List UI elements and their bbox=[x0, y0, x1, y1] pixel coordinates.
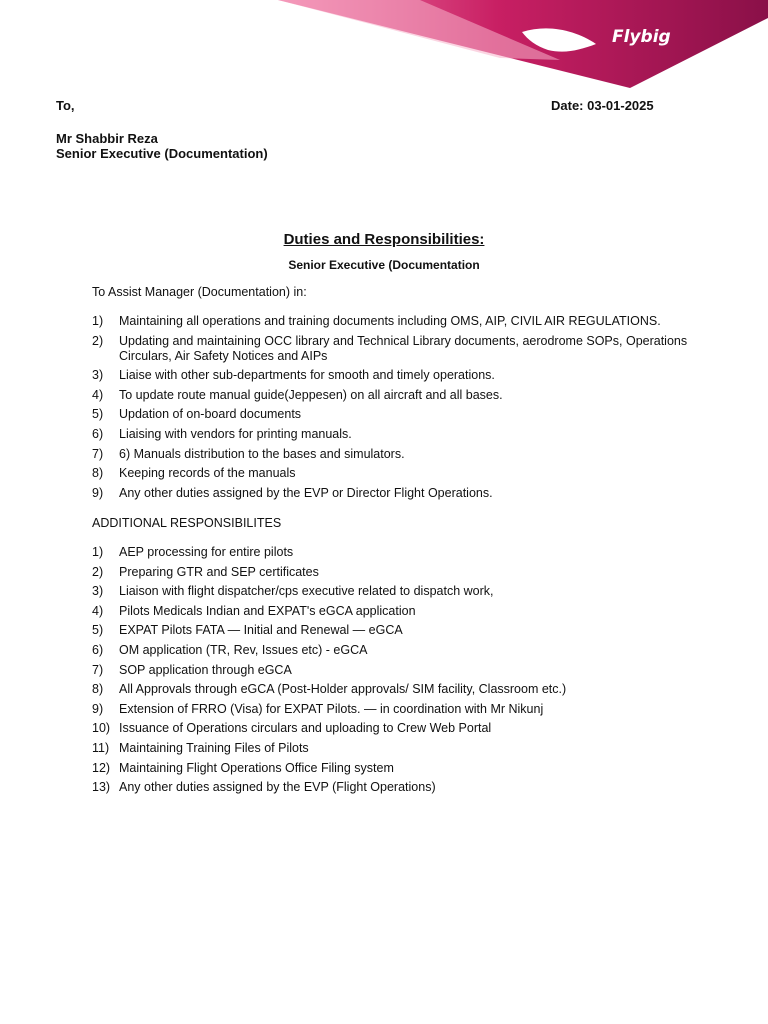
list-item-text: OM application (TR, Rev, Issues etc) - eGCA bbox=[119, 642, 368, 657]
list-item-number: 12) bbox=[92, 760, 111, 775]
list-item bbox=[92, 721, 719, 736]
list-item-text: Any other duties assigned by the EVP (Flight Operations) bbox=[119, 780, 436, 795]
list-item bbox=[92, 407, 719, 422]
brand-name: Flybig bbox=[612, 27, 671, 47]
list-item-text: AEP processing for entire pilots bbox=[119, 545, 294, 559]
list-item bbox=[92, 447, 719, 462]
list-item bbox=[92, 388, 719, 403]
list-item bbox=[92, 466, 719, 481]
list-item bbox=[92, 663, 719, 678]
list-item bbox=[92, 565, 719, 580]
list-item bbox=[92, 702, 719, 717]
list-item-number: 3) bbox=[92, 584, 104, 599]
list-item-number: 8) bbox=[92, 682, 104, 697]
list-item bbox=[92, 604, 719, 619]
list-item-number: 1) bbox=[92, 545, 104, 559]
list-item-number: 3) bbox=[92, 368, 104, 383]
recipient-title: Senior Executive (Documentation) bbox=[56, 146, 268, 161]
to-label: To, bbox=[56, 98, 75, 113]
list-item-text: Maintaining Flight Operations Office Filing system bbox=[119, 760, 394, 775]
list-item-number: 7) bbox=[92, 446, 104, 461]
list-item bbox=[92, 427, 719, 442]
list-item-text: 6) Manuals distribution to the bases and simulators. bbox=[119, 446, 405, 461]
list-item-number: 8) bbox=[92, 466, 104, 481]
list-item-text: Updating and maintaining OCC library and Technical Library documents, aerodrome SOPs, Operations Circulars, Air Safety Notices and AIPs bbox=[119, 333, 688, 363]
list-item bbox=[92, 314, 719, 329]
list-item-number: 1) bbox=[92, 314, 104, 328]
list-item-text: Pilots Medicals Indian and EXPAT's eGCA application bbox=[119, 603, 416, 618]
list-item bbox=[92, 643, 719, 658]
intro-text: To Assist Manager (Documentation) in: bbox=[92, 285, 307, 299]
list-item-text: Liaise with other sub-departments for smooth and timely operations. bbox=[119, 368, 495, 383]
list-item bbox=[92, 545, 719, 560]
list-item-text: Maintaining Training Files of Pilots bbox=[119, 740, 309, 755]
list-item-text: To update route manual guide(Jeppesen) on all aircraft and all bases. bbox=[119, 387, 503, 402]
list-item-text: All Approvals through eGCA (Post-Holder approvals/ SIM facility, Classroom etc.) bbox=[119, 682, 567, 697]
list-item bbox=[92, 741, 719, 756]
list-item-number: 9) bbox=[92, 701, 104, 716]
list-item-text: Liaising with vendors for printing manuals. bbox=[119, 426, 352, 441]
list-item-number: 2) bbox=[92, 333, 104, 348]
list-item-text: Extension of FRRO (Visa) for EXPAT Pilots. — in coordination with Mr Nikunj bbox=[119, 701, 544, 716]
list-item-number: 4) bbox=[92, 603, 104, 618]
list-item-text: Preparing GTR and SEP certificates bbox=[119, 564, 319, 579]
list-item-text: Issuance of Operations circulars and uploading to Crew Web Portal bbox=[119, 721, 492, 736]
list-item-number: 5) bbox=[92, 407, 104, 422]
recipient-name: Mr Shabbir Reza bbox=[56, 131, 158, 146]
list-item bbox=[92, 761, 719, 776]
header-banner bbox=[0, 0, 768, 95]
list-item-text: Updation of on-board documents bbox=[119, 407, 302, 422]
list-item-number: 7) bbox=[92, 662, 104, 677]
list-item-text: Maintaining all operations and training documents including OMS, AIP, CIVIL AIR REGULATIONS. bbox=[119, 314, 661, 328]
list-item-text: Liaison with flight dispatcher/cps executive related to dispatch work, bbox=[119, 584, 494, 599]
list-item bbox=[92, 623, 719, 638]
additional-heading: ADDITIONAL RESPONSIBILITES bbox=[92, 516, 282, 530]
document-title: Duties and Responsibilities: bbox=[283, 231, 485, 248]
list-item-number: 2) bbox=[92, 564, 104, 579]
list-item-text: Keeping records of the manuals bbox=[119, 466, 296, 481]
list-item-number: 10) bbox=[92, 721, 111, 736]
brand-banner-graphic bbox=[0, 0, 768, 95]
list-item-text: SOP application through eGCA bbox=[119, 662, 292, 677]
list-item bbox=[92, 780, 719, 795]
list-item-number: 5) bbox=[92, 623, 104, 638]
list-item bbox=[92, 368, 719, 383]
list-item-number: 6) bbox=[92, 426, 104, 441]
list-item bbox=[92, 584, 719, 599]
duties-list bbox=[92, 314, 719, 505]
list-item-text: Any other duties assigned by the EVP or Director Flight Operations. bbox=[119, 485, 493, 500]
list-item bbox=[92, 682, 719, 697]
list-item-text: EXPAT Pilots FATA — Initial and Renewal — eGCA bbox=[119, 623, 403, 638]
list-item-number: 9) bbox=[92, 485, 104, 500]
list-item bbox=[92, 334, 719, 364]
additional-list bbox=[92, 545, 719, 800]
list-item-number: 4) bbox=[92, 387, 104, 402]
list-item-number: 11) bbox=[92, 740, 110, 755]
list-item-number: 6) bbox=[92, 642, 104, 657]
recipient-block bbox=[56, 131, 268, 161]
list-item bbox=[92, 486, 719, 501]
list-item-number: 13) bbox=[92, 780, 111, 795]
document-subtitle: Senior Executive (Documentation bbox=[288, 258, 480, 272]
letter-date: Date: 03-01-2025 bbox=[551, 98, 654, 113]
